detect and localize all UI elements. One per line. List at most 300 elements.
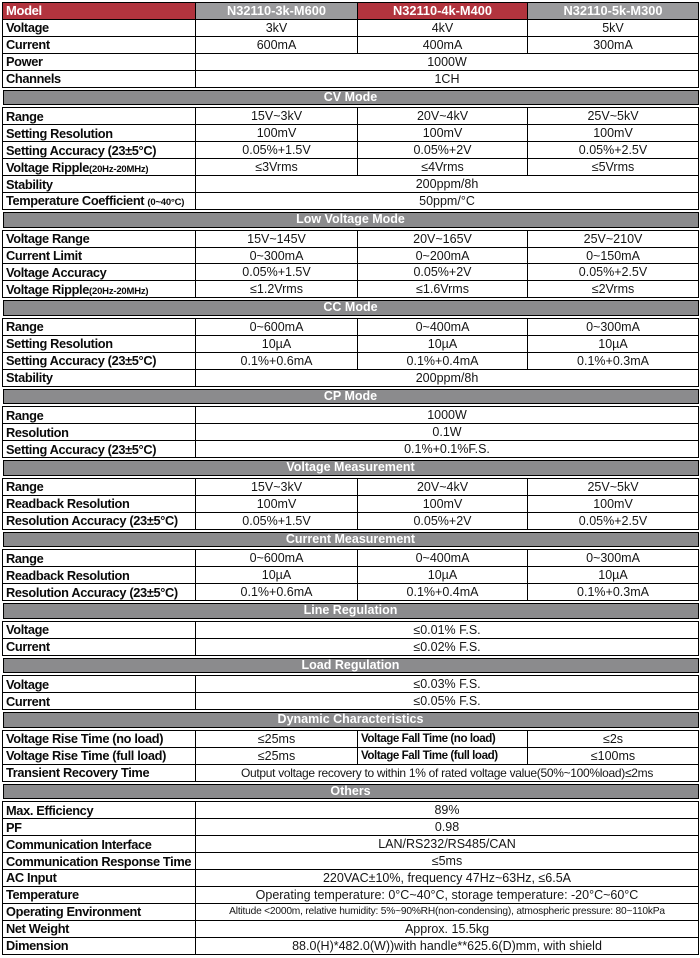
value-cell bbox=[196, 920, 699, 937]
model-name-cell-text: N32110-5k-M300 bbox=[563, 3, 663, 19]
value-cell bbox=[196, 836, 699, 853]
row-label-text: Voltage Rise Time (no load) bbox=[6, 731, 164, 747]
model-name-cell bbox=[528, 3, 699, 20]
value-cell-text: 25V~5kV bbox=[587, 479, 639, 494]
value-cell-text: ≤2Vrms bbox=[591, 282, 635, 297]
value-cell bbox=[196, 869, 699, 886]
row-label bbox=[3, 318, 196, 335]
value-cell-text: 15V~3kV bbox=[250, 479, 303, 494]
value-cell bbox=[196, 819, 699, 836]
value-cell bbox=[528, 125, 699, 142]
value-cell bbox=[196, 676, 699, 693]
value-cell bbox=[196, 903, 699, 920]
value-cell-text: ≤0.02% F.S. bbox=[413, 639, 481, 654]
row-label-2-text: Voltage Fall Time (no load) bbox=[361, 732, 496, 746]
value-cell bbox=[196, 937, 699, 954]
section-row bbox=[3, 458, 699, 479]
section-title: Others bbox=[3, 784, 699, 800]
row-label-text: Setting Resolution bbox=[6, 336, 113, 352]
spec-row bbox=[3, 621, 699, 638]
row-label bbox=[3, 264, 196, 281]
row-label bbox=[3, 836, 196, 853]
value-cell bbox=[528, 335, 699, 352]
spec-row bbox=[3, 869, 699, 886]
value-cell-text: 10µA bbox=[427, 568, 458, 583]
value-cell bbox=[358, 335, 528, 352]
value-cell-text: 220VAC±10%, frequency 47Hz~63Hz, ≤6.5A bbox=[322, 870, 571, 885]
section-title: Low Voltage Mode bbox=[3, 212, 699, 228]
model-label-cell-text: Model bbox=[6, 3, 42, 19]
value-cell-text: Operating temperature: 0°C~40°C, storage temperature: -20°C~60°C bbox=[255, 887, 639, 902]
value-cell bbox=[196, 230, 358, 247]
value-cell-text: 1000W bbox=[427, 408, 467, 423]
row-label bbox=[3, 886, 196, 903]
value-cell-text: 10µA bbox=[261, 568, 292, 583]
value-cell bbox=[358, 159, 528, 176]
value-cell bbox=[196, 19, 358, 36]
value-cell bbox=[358, 142, 528, 159]
row-label-text: Resolution bbox=[6, 424, 69, 440]
value-cell-text: ≤1.6Vrms bbox=[416, 282, 469, 297]
model-name-cell-text: N32110-3k-M600 bbox=[227, 3, 326, 19]
value-cell-text: 0~600mA bbox=[249, 551, 304, 566]
row-label bbox=[3, 621, 196, 638]
value-cell bbox=[196, 159, 358, 176]
value-cell-text: 0.05%+2V bbox=[413, 143, 472, 158]
spec-row bbox=[3, 441, 699, 458]
model-name-cell-text: N32110-4k-M400 bbox=[393, 3, 492, 19]
section-title: CC Mode bbox=[3, 300, 699, 316]
value-cell-text: ≤25ms bbox=[257, 748, 296, 763]
value-cell-text: 100mV bbox=[422, 496, 463, 511]
row-label-text: Range bbox=[6, 108, 44, 124]
value-cell-text: 0.98 bbox=[434, 820, 460, 835]
value-cell-text: 10µA bbox=[598, 568, 628, 583]
row-label-text: Voltage Ripple bbox=[6, 281, 90, 297]
value-cell-text: 1000W bbox=[427, 54, 467, 69]
section-title: Line Regulation bbox=[3, 603, 699, 619]
section-row bbox=[3, 655, 699, 676]
value-cell bbox=[196, 441, 699, 458]
row-label bbox=[3, 247, 196, 264]
row-label-text: Transient Recovery Time bbox=[6, 765, 150, 781]
value-cell-text: 20V~4kV bbox=[416, 109, 469, 124]
row-label-text: Range bbox=[6, 407, 44, 423]
spec-row bbox=[3, 19, 699, 36]
row-label-subtext: (20Hz-20MHz) bbox=[89, 163, 149, 175]
spec-row bbox=[3, 512, 699, 529]
spec-row bbox=[3, 369, 699, 386]
value-cell bbox=[528, 550, 699, 567]
value-cell-text: 3kV bbox=[265, 20, 288, 35]
value-cell bbox=[196, 264, 358, 281]
value-cell-text: ≤2s bbox=[602, 731, 624, 746]
value-cell bbox=[528, 108, 699, 125]
section-row bbox=[3, 601, 699, 622]
value-cell bbox=[196, 352, 358, 369]
spec-row bbox=[3, 836, 699, 853]
value-cell bbox=[196, 802, 699, 819]
row-label-2 bbox=[358, 747, 528, 764]
row-label bbox=[3, 441, 196, 458]
row-label-text: Resolution Accuracy (23±5°C) bbox=[6, 513, 178, 529]
section-header-cell bbox=[3, 87, 699, 108]
value-cell-text: Altitude <2000m, relative humidity: 5%~90%RH(non-condensing), atmospheric pressure: 80~110kPa bbox=[229, 906, 665, 918]
spec-row bbox=[3, 676, 699, 693]
row-label-text: Resolution Accuracy (23±5°C) bbox=[6, 584, 178, 600]
value-cell-text: ≤0.03% F.S. bbox=[413, 677, 481, 692]
value-cell-text: 0.1%+0.6mA bbox=[240, 353, 313, 368]
value-cell bbox=[196, 747, 358, 764]
value-cell-text: ≤5Vrms bbox=[591, 160, 635, 175]
value-cell-text: 0.05%+2V bbox=[413, 513, 472, 528]
value-cell-text: 50ppm/°C bbox=[419, 193, 475, 208]
row-label bbox=[3, 819, 196, 836]
spec-row bbox=[3, 802, 699, 819]
section-row bbox=[3, 529, 699, 550]
value-cell-text: 0.1%+0.3mA bbox=[577, 585, 649, 600]
row-label-text: Setting Accuracy (23±5°C) bbox=[6, 441, 157, 457]
value-cell bbox=[196, 424, 699, 441]
value-cell-text: 0.1%+0.1%F.S. bbox=[404, 442, 490, 457]
row-label-text: Range bbox=[6, 319, 44, 335]
value-cell-text: 0~600mA bbox=[249, 319, 304, 334]
value-cell bbox=[196, 70, 699, 87]
row-label bbox=[3, 424, 196, 441]
value-cell bbox=[358, 567, 528, 584]
row-label bbox=[3, 125, 196, 142]
row-label-text: PF bbox=[6, 819, 22, 835]
value-cell-text: 400mA bbox=[422, 37, 463, 52]
value-cell-text: 0~400mA bbox=[415, 319, 470, 334]
section-header-cell bbox=[3, 529, 699, 550]
spec-row bbox=[3, 318, 699, 335]
row-label bbox=[3, 638, 196, 655]
value-cell bbox=[196, 53, 699, 70]
value-cell-text: 100mV bbox=[593, 496, 633, 511]
row-label-text: Max. Efficiency bbox=[6, 802, 94, 818]
row-label-text: Readback Resolution bbox=[6, 496, 130, 512]
row-label bbox=[3, 19, 196, 36]
value-cell bbox=[358, 584, 528, 601]
value-cell bbox=[196, 193, 699, 210]
value-cell bbox=[196, 407, 699, 424]
row-label bbox=[3, 584, 196, 601]
row-label bbox=[3, 920, 196, 937]
spec-row bbox=[3, 230, 699, 247]
row-label-text: Stability bbox=[6, 370, 53, 386]
value-cell bbox=[358, 108, 528, 125]
spec-row bbox=[3, 176, 699, 193]
row-label-2 bbox=[358, 730, 528, 747]
value-cell bbox=[358, 230, 528, 247]
value-cell-text: 0.05%+1.5V bbox=[242, 513, 311, 528]
spec-row bbox=[3, 53, 699, 70]
spec-row bbox=[3, 886, 699, 903]
value-cell-text: 15V~145V bbox=[247, 231, 306, 246]
row-label bbox=[3, 730, 196, 747]
value-cell bbox=[528, 584, 699, 601]
value-cell-text: 300mA bbox=[593, 37, 633, 52]
row-label bbox=[3, 159, 196, 176]
section-row bbox=[3, 710, 699, 731]
row-label-text: Voltage bbox=[6, 676, 49, 692]
row-label-text: Voltage bbox=[6, 20, 49, 36]
value-cell bbox=[196, 621, 699, 638]
row-label-text: Voltage Ripple bbox=[6, 159, 90, 175]
spec-row bbox=[3, 937, 699, 954]
value-cell bbox=[196, 369, 699, 386]
value-cell bbox=[358, 247, 528, 264]
spec-row bbox=[3, 920, 699, 937]
spec-row bbox=[3, 125, 699, 142]
value-cell bbox=[196, 567, 358, 584]
row-label-text: Voltage Rise Time (full load) bbox=[6, 748, 167, 764]
value-cell-text: 100mV bbox=[256, 496, 297, 511]
value-cell bbox=[196, 335, 358, 352]
section-row bbox=[3, 209, 699, 230]
value-cell-text: 0~400mA bbox=[415, 551, 470, 566]
spec-row bbox=[3, 36, 699, 53]
value-cell-text: 0.05%+2V bbox=[413, 265, 472, 280]
row-label bbox=[3, 142, 196, 159]
value-cell bbox=[358, 19, 528, 36]
spec-row bbox=[3, 550, 699, 567]
value-cell-text: 88.0(H)*482.0(W))with handle**625.6(D)mm, with shield bbox=[292, 938, 602, 953]
row-label bbox=[3, 369, 196, 386]
value-cell-text: 0.05%+2.5V bbox=[578, 265, 648, 280]
row-label-text: Setting Accuracy (23±5°C) bbox=[6, 353, 157, 369]
spec-row bbox=[3, 264, 699, 281]
value-cell-text: ≤3Vrms bbox=[255, 160, 298, 175]
row-label bbox=[3, 937, 196, 954]
value-cell-text: 89% bbox=[434, 803, 460, 818]
spec-row bbox=[3, 903, 699, 920]
value-cell-text: 600mA bbox=[256, 37, 297, 52]
value-cell bbox=[358, 512, 528, 529]
spec-row bbox=[3, 567, 699, 584]
value-cell bbox=[196, 853, 699, 870]
row-label bbox=[3, 495, 196, 512]
row-label-text: Current bbox=[6, 693, 50, 709]
row-label-2-text: Voltage Fall Time (full load) bbox=[361, 749, 498, 763]
row-label-text: Channels bbox=[6, 71, 61, 87]
value-cell-text: 4kV bbox=[431, 20, 454, 35]
value-cell bbox=[358, 264, 528, 281]
section-title: Dynamic Characteristics bbox=[3, 712, 699, 728]
row-label bbox=[3, 70, 196, 87]
model-label-cell bbox=[3, 3, 196, 20]
value-cell bbox=[196, 886, 699, 903]
section-title: Voltage Measurement bbox=[3, 460, 699, 476]
value-cell bbox=[528, 730, 699, 747]
row-label bbox=[3, 335, 196, 352]
value-cell bbox=[196, 318, 358, 335]
value-cell bbox=[196, 512, 358, 529]
value-cell-text: ≤100ms bbox=[590, 748, 636, 763]
row-label-text: Voltage bbox=[6, 622, 49, 638]
section-row bbox=[3, 386, 699, 407]
value-cell-text: Approx. 15.5kg bbox=[404, 921, 490, 936]
spec-sheet bbox=[2, 2, 698, 955]
value-cell bbox=[358, 352, 528, 369]
row-label bbox=[3, 676, 196, 693]
section-title: Current Measurement bbox=[3, 532, 699, 548]
value-cell-text: ≤25ms bbox=[257, 731, 296, 746]
value-cell-text: 25V~210V bbox=[583, 231, 643, 246]
value-cell bbox=[196, 584, 358, 601]
value-cell-text: 100mV bbox=[256, 126, 297, 141]
spec-row bbox=[3, 764, 699, 781]
value-cell-text: ≤0.01% F.S. bbox=[413, 622, 481, 637]
value-cell-text: 15V~3kV bbox=[250, 109, 303, 124]
section-header-cell bbox=[3, 601, 699, 622]
value-cell-text: 1CH bbox=[434, 71, 460, 86]
spec-row bbox=[3, 352, 699, 369]
value-cell bbox=[528, 230, 699, 247]
value-cell bbox=[196, 730, 358, 747]
row-label-text: Dimension bbox=[6, 938, 69, 954]
row-label bbox=[3, 230, 196, 247]
section-title: CP Mode bbox=[3, 389, 699, 405]
spec-row bbox=[3, 424, 699, 441]
value-cell bbox=[358, 550, 528, 567]
value-cell-text: 0.1%+0.6mA bbox=[240, 585, 313, 600]
value-cell bbox=[358, 125, 528, 142]
value-cell bbox=[358, 478, 528, 495]
row-label-text: Current bbox=[6, 639, 50, 655]
row-label-subtext: (0~40°C) bbox=[147, 197, 185, 209]
value-cell-text: Output voltage recovery to within 1% of rated voltage value(50%~100%load)≤2ms bbox=[240, 765, 654, 780]
value-cell-text: 200ppm/8h bbox=[415, 177, 479, 192]
row-label bbox=[3, 853, 196, 870]
row-label bbox=[3, 693, 196, 710]
spec-row bbox=[3, 142, 699, 159]
value-cell-text: 25V~5kV bbox=[587, 109, 639, 124]
value-cell bbox=[528, 159, 699, 176]
value-cell bbox=[196, 36, 358, 53]
row-label-text: Current bbox=[6, 37, 50, 53]
value-cell bbox=[196, 176, 699, 193]
value-cell-text: 0~300mA bbox=[249, 248, 304, 263]
value-cell bbox=[196, 108, 358, 125]
section-header-cell bbox=[3, 458, 699, 479]
value-cell-text: 10µA bbox=[598, 336, 628, 351]
spec-row bbox=[3, 335, 699, 352]
value-cell bbox=[196, 125, 358, 142]
value-cell bbox=[528, 19, 699, 36]
row-label-text: Communication Response Time bbox=[6, 853, 192, 869]
value-cell-text: 10µA bbox=[427, 336, 458, 351]
value-cell bbox=[196, 478, 358, 495]
row-label-text: Voltage Range bbox=[6, 231, 90, 247]
row-label bbox=[3, 108, 196, 125]
value-cell bbox=[196, 247, 358, 264]
row-label-text: Setting Resolution bbox=[6, 125, 113, 141]
value-cell-text: 20V~4kV bbox=[416, 479, 469, 494]
row-label bbox=[3, 352, 196, 369]
row-label bbox=[3, 407, 196, 424]
row-label bbox=[3, 903, 196, 920]
spec-row bbox=[3, 584, 699, 601]
value-cell bbox=[358, 281, 528, 298]
row-label bbox=[3, 512, 196, 529]
value-cell-text: 0.05%+2.5V bbox=[578, 513, 648, 528]
value-cell bbox=[528, 478, 699, 495]
spec-row bbox=[3, 70, 699, 87]
spec-row bbox=[3, 108, 699, 125]
value-cell bbox=[528, 512, 699, 529]
value-cell-text: ≤0.05% F.S. bbox=[413, 694, 481, 709]
section-header-cell bbox=[3, 209, 699, 230]
spec-row bbox=[3, 159, 699, 176]
value-cell bbox=[358, 36, 528, 53]
row-label bbox=[3, 53, 196, 70]
value-cell-text: 0~150mA bbox=[586, 248, 640, 263]
row-label-text: Temperature Coefficient bbox=[6, 193, 148, 209]
value-cell-text: 0.05%+1.5V bbox=[242, 143, 311, 158]
value-cell bbox=[196, 281, 358, 298]
row-label-text: Readback Resolution bbox=[6, 567, 130, 583]
value-cell-text: 0.1%+0.4mA bbox=[406, 353, 479, 368]
row-label-text: Temperature bbox=[6, 887, 79, 903]
row-label-text: Setting Accuracy (23±5°C) bbox=[6, 142, 157, 158]
spec-row bbox=[3, 281, 699, 298]
spec-row bbox=[3, 478, 699, 495]
row-label bbox=[3, 36, 196, 53]
section-header-cell bbox=[3, 710, 699, 731]
spec-row bbox=[3, 693, 699, 710]
value-cell bbox=[196, 693, 699, 710]
value-cell bbox=[528, 36, 699, 53]
row-label bbox=[3, 567, 196, 584]
value-cell bbox=[358, 318, 528, 335]
row-label bbox=[3, 550, 196, 567]
row-label-text: Stability bbox=[6, 176, 53, 192]
spec-row bbox=[3, 193, 699, 210]
value-cell bbox=[196, 638, 699, 655]
spec-table bbox=[2, 2, 699, 955]
section-row bbox=[3, 87, 699, 108]
value-cell bbox=[528, 495, 699, 512]
value-cell-text: ≤5ms bbox=[431, 854, 463, 868]
value-cell-text: 0~200mA bbox=[415, 248, 470, 263]
value-cell-text: ≤4Vrms bbox=[421, 160, 464, 175]
value-cell-text: 0.05%+2.5V bbox=[578, 143, 648, 158]
row-label-text: Voltage Accuracy bbox=[6, 264, 107, 280]
row-label-text: Range bbox=[6, 479, 44, 495]
section-header-cell bbox=[3, 298, 699, 319]
spec-row bbox=[3, 747, 699, 764]
value-cell bbox=[196, 550, 358, 567]
row-label-text: Range bbox=[6, 550, 44, 566]
value-cell bbox=[528, 352, 699, 369]
model-name-cell bbox=[358, 3, 528, 20]
value-cell-text: 100mV bbox=[593, 126, 633, 141]
spec-row bbox=[3, 407, 699, 424]
value-cell-text: 10µA bbox=[261, 336, 292, 351]
row-label bbox=[3, 478, 196, 495]
value-cell bbox=[196, 495, 358, 512]
value-cell bbox=[196, 142, 358, 159]
spec-row bbox=[3, 495, 699, 512]
row-label bbox=[3, 747, 196, 764]
section-header-cell bbox=[3, 655, 699, 676]
value-cell bbox=[528, 142, 699, 159]
value-cell-text: 200ppm/8h bbox=[415, 370, 479, 385]
row-label-text: Communication Interface bbox=[6, 836, 152, 852]
value-cell-text: 0.1%+0.3mA bbox=[577, 353, 649, 368]
